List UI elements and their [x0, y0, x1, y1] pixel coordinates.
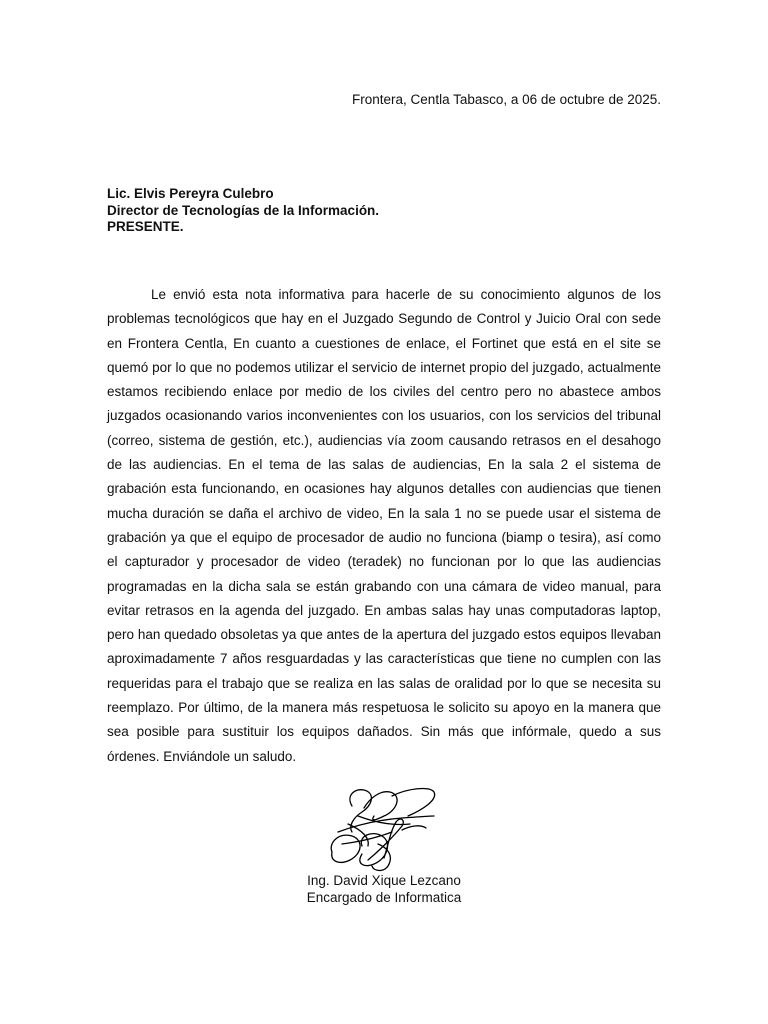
handwritten-signature — [318, 786, 448, 874]
letter-body: Le envió esta nota informativa para hacerle de su conocimiento algunos de los problemas tecnológicos que hay en el Juzgado Segundo de Control y Juicio Oral con sede en Frontera Centla, En cuanto a cuestiones de enlace, el Fortinet que está en el site se quemó por lo que no podemos utilizar el servicio de internet propio del juzgado, actualmente estamos recibiendo enlace por medio de los civiles del centro pero no abastece ambos juzgados ocasionando varios inconvenientes con los usuarios, con los servicios del tribunal (correo, sistema de gestión, etc.), audiencias vía zoom causando retrasos en el desahogo de las audiencias. En el tema de las salas de audiencias, En la sala 2 el sistema de grabación esta funcionando, en ocasiones hay algunos detalles con audiencias que tienen mucha duración se daña el archivo de video, En la sala 1 no se puede usar el sistema de grabación ya que el equipo de procesador de audio no funciona (biamp o tesira), así como el capturador y procesador de video (teradek) no funcionan por lo que las audiencias programadas en la dicha sala se están grabando con una cámara de video manual, para evitar retrasos en la agenda del juzgado. En ambas salas hay unas computadoras laptop, pero han quedado obsoletas ya que antes de la apertura del juzgado estos equipos llevaban aproximadamente 7 años resguardadas y las características que tiene no cumplen con las requeridas para el trabajo que se realiza en las salas de oralidad por lo que se necesita su reemplazo. Por último, de la manera más respetuosa le solicito su apoyo en la manera que sea posible para sustituir los equipos dañados. Sin más que infórmale, quedo a sus órdenes. Enviándole un saludo. — [107, 287, 661, 764]
recipient-name: Lic. Elvis Pereyra Culebro — [107, 186, 274, 201]
place-date: Frontera, Centla Tabasco, a 06 de octubre de 2025. — [352, 92, 661, 107]
signer-name: Ing. David Xique Lezcano — [307, 873, 461, 888]
signer-role: Encargado de Informatica — [306, 889, 462, 905]
recipient-block — [107, 186, 379, 236]
recipient-salutation: PRESENTE. — [107, 219, 184, 234]
recipient-title: Director de Tecnologías de la Información. — [107, 202, 380, 218]
signer-block — [234, 873, 534, 906]
